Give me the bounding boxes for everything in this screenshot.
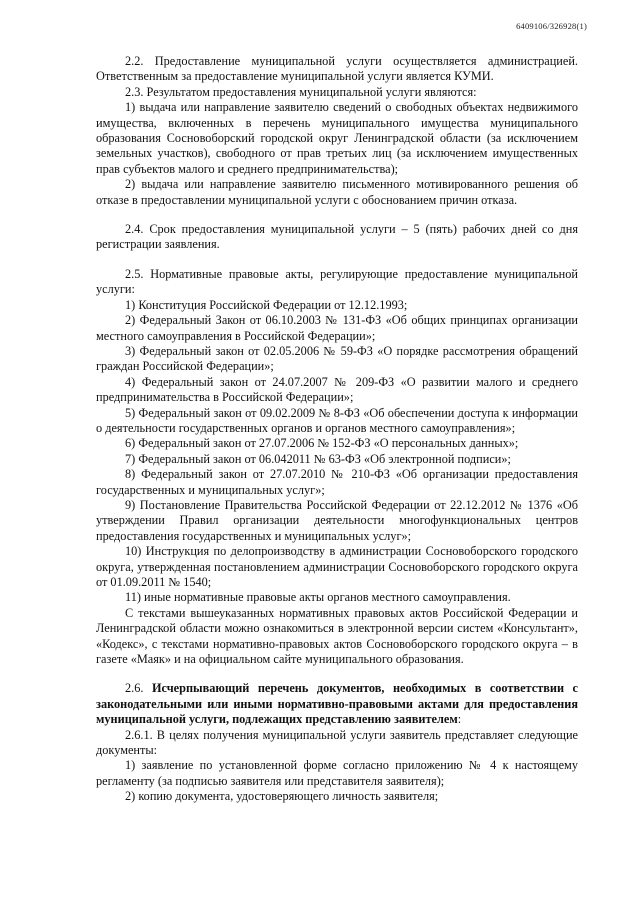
legal-act-7: 7) Федеральный закон от 06.042011 № 63-ФЗ «Об электронной подписи»; <box>125 451 511 466</box>
paragraph-2-4: 2.4. Срок предоставления муниципальной услуги – 5 (пять) рабочих дней со дня регистрации заявления. <box>96 222 578 252</box>
paragraph-2-6-colon: : <box>457 712 462 727</box>
legal-act-3: 3) Федеральный закон от 02.05.2006 № 59-ФЗ «О порядке рассмотрения обращений граждан Российской Федерации»; <box>96 343 578 374</box>
legal-act-9: 9) Постановление Правительства Российской Федерации от 22.12.2012 № 1376 «Об утверждении Правил организации деятельности многофункциональных центров предоставления государственных и муниципальных услуг»; <box>96 497 578 543</box>
legal-act-4: 4) Федеральный закон от 24.07.2007 № 209-ФЗ «О развитии малого и среднего предпринимательства в Российской Федерации»; <box>96 374 578 405</box>
document-id: 6409106/326928(1) <box>516 21 587 31</box>
legal-act-5: 5) Федеральный закон от 09.02.2009 № 8-ФЗ «Об обеспечении доступа к информации о деятельности государственных органов и органов местного самоуправления»; <box>96 405 578 435</box>
legal-act-10: 10) Инструкция по делопроизводству в администрации Сосновоборского городского округа, утвержденная постановлением администрации Сосновоборского городского округа от 01.09.2011 № 1540; <box>96 544 578 589</box>
paragraph-2-6-number: 2.6. <box>125 681 152 696</box>
result-item-2: 2) выдача или направление заявителю письменного мотивированного решения об отказе в предоставлении муниципальной услуги с обоснованием причин отказа. <box>96 177 578 207</box>
document-body <box>96 54 578 805</box>
paragraph-2-3: 2.3. Результатом предоставления муниципальной услуги являются: <box>125 84 477 99</box>
legal-act-11: 11) иные нормативные правовые акты органов местного самоуправления. <box>125 590 511 605</box>
legal-act-8: 8) Федеральный закон от 27.07.2010 № 210-ФЗ «Об организации предоставления государственных и муниципальных услуг»; <box>96 467 578 497</box>
document-item-2: 2) копию документа, удостоверяющего личность заявителя; <box>125 789 439 804</box>
paragraph-2-6-1: 2.6.1. В целях получения муниципальной услуги заявитель представляет следующие документы: <box>96 727 578 758</box>
paragraph-2-2: 2.2. Предоставление муниципальной услуги осуществляется администрацией. Ответственным за предоставление муниципальной услуги является КУМИ. <box>96 54 578 84</box>
paragraph-2-5: 2.5. Нормативные правовые акты, регулирующие предоставление муниципальной услуги: <box>96 266 578 297</box>
legal-texts-note: С текстами вышеуказанных нормативных правовых актов Российской Федерации и Ленинградской области можно ознакомиться в электронной версии систем «Консультант», «Кодекс», с текстами нормативно-правовых актов Сосновоборского городского округа – в газете «Маяк» и на официальном сайте муниципального образования. <box>96 605 578 667</box>
paragraph-2-6 <box>96 681 578 727</box>
result-item-1: 1) выдача или направление заявителю сведений о свободных объектах недвижимого имущества, включенных в перечень муниципального имущества муниципального образования Сосновоборский городской округ Ленинградской области (за исключением земельных участков), свободного от прав третьих лиц (за исключением имущественных прав субъектов малого и среднего предпринимательства); <box>96 100 578 176</box>
legal-act-2: 2) Федеральный Закон от 06.10.2003 № 131-ФЗ «Об общих принципах организации местного самоуправления в Российской Федерации»; <box>96 313 578 343</box>
paragraph-2-6-heading: Исчерпывающий перечень документов, необходимых в соответствии с законодательными или иными нормативно-правовыми актами для предоставления муниципальной услуги, подлежащих представлению заявителем <box>96 681 578 727</box>
legal-act-6: 6) Федеральный закон от 27.07.2006 № 152-ФЗ «О персональных данных»; <box>125 436 519 451</box>
document-item-1: 1) заявление по установленной форме согласно приложению № 4 к настоящему регламенту (за подписью заявителя или представителя заявителя); <box>96 758 578 788</box>
legal-act-1: 1) Конституция Российской Федерации от 12.12.1993; <box>125 297 408 312</box>
